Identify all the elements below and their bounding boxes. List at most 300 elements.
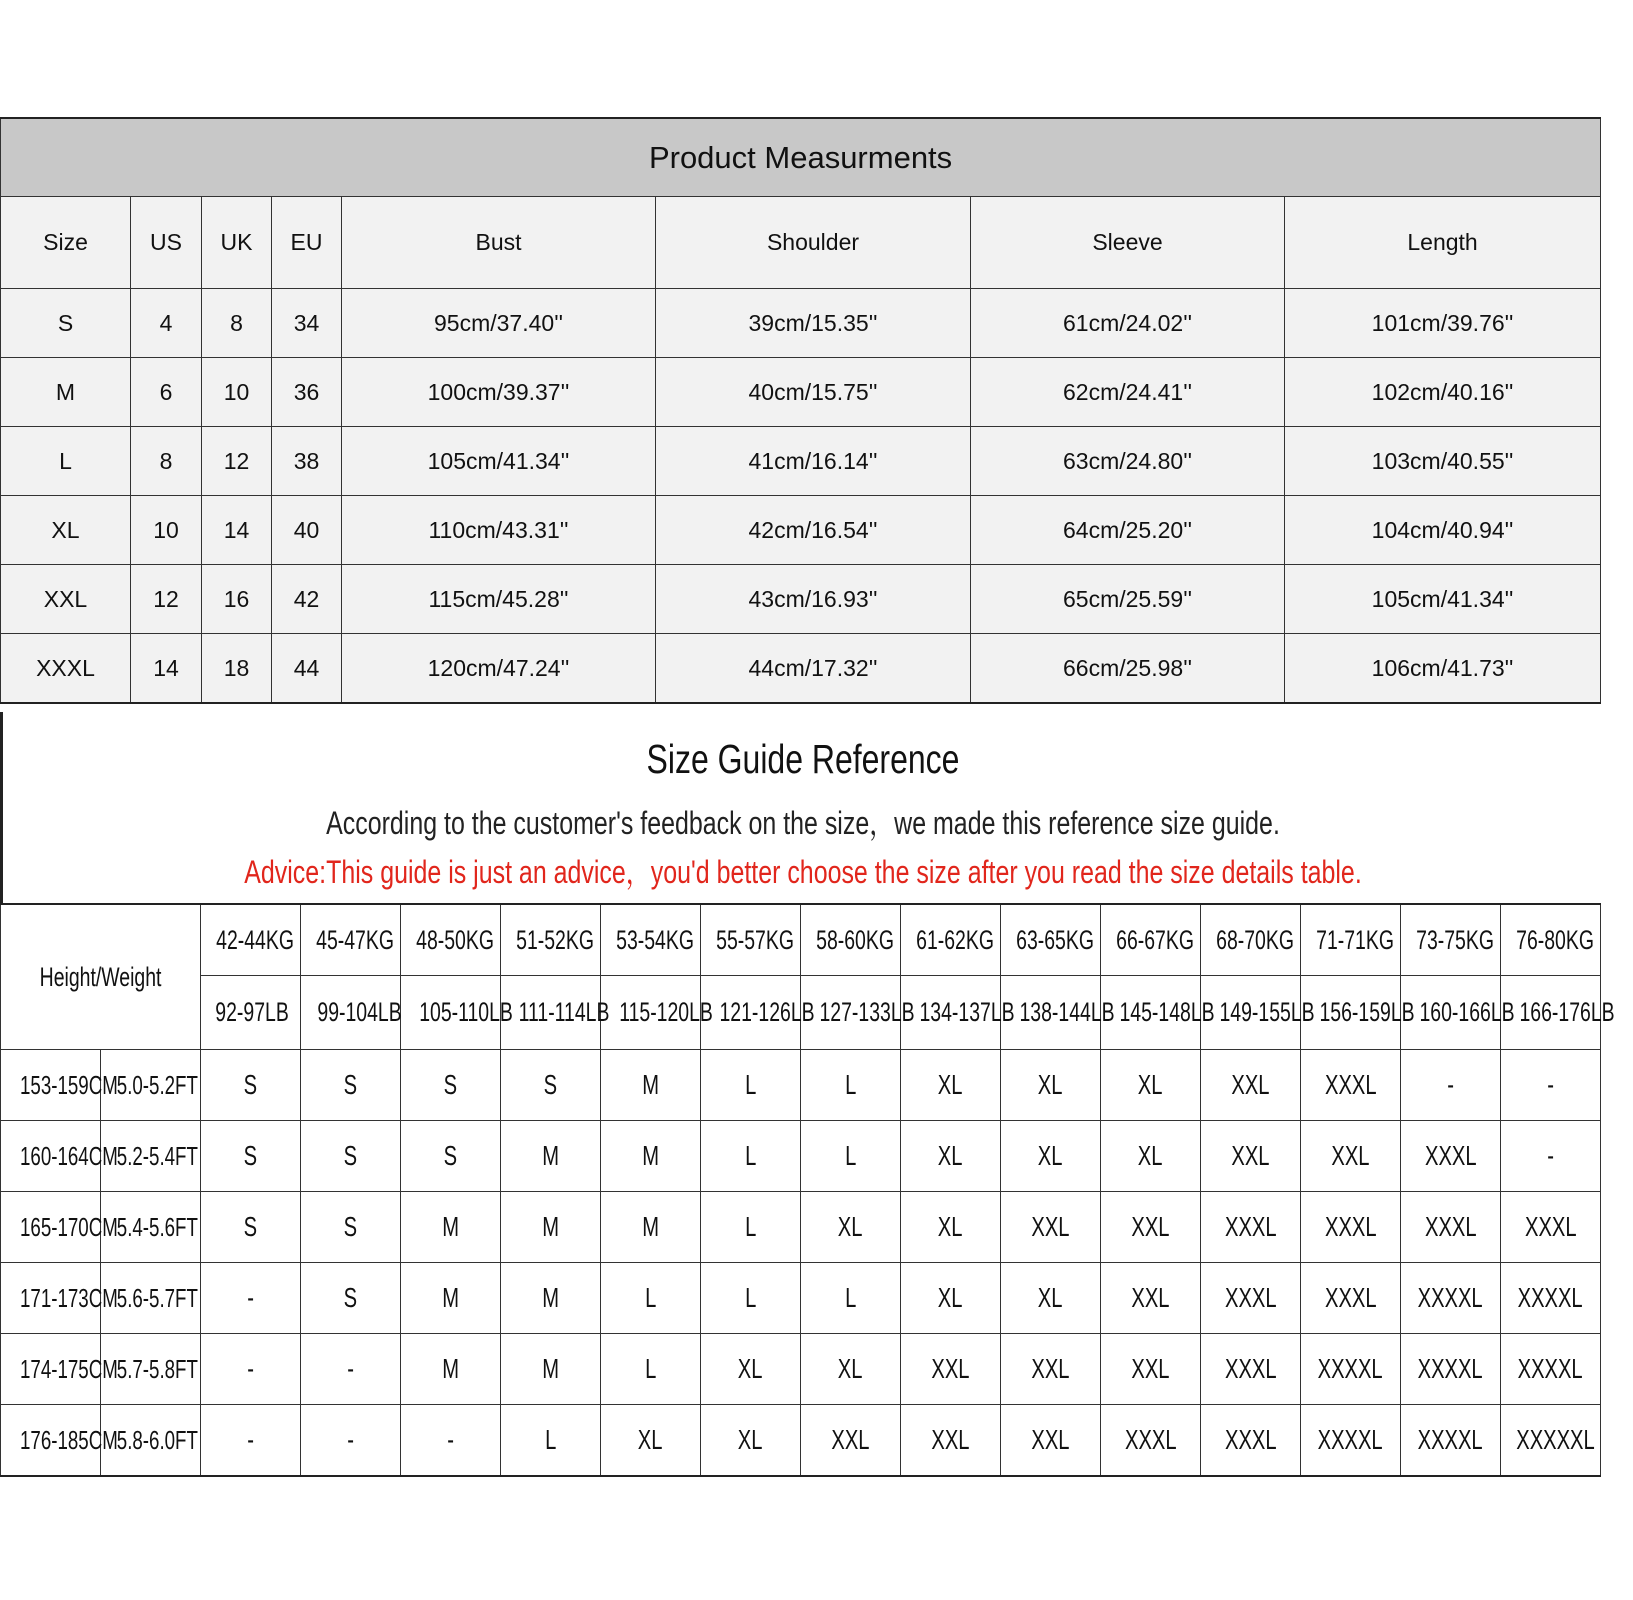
weight-kg-label: 42-44KG bbox=[216, 924, 294, 955]
measurement-cell: 101cm/39.76'' bbox=[1285, 289, 1601, 358]
recommended-size-cell bbox=[1101, 1263, 1201, 1334]
recommended-size-cell bbox=[201, 1050, 301, 1121]
recommended-size-cell bbox=[501, 1334, 601, 1405]
weight-lb-label: 134-137LB bbox=[919, 997, 1015, 1027]
weight-kg-label: 48-50KG bbox=[416, 924, 494, 955]
weight-kg-label: 53-54KG bbox=[616, 924, 694, 955]
measurement-cell: 104cm/40.94'' bbox=[1285, 496, 1601, 565]
weight-kg-label: 71-71KG bbox=[1316, 924, 1394, 955]
recommended-size-cell bbox=[201, 1334, 301, 1405]
measurement-cell: 12 bbox=[202, 427, 272, 496]
recommended-size-cell-text: XL bbox=[838, 1353, 863, 1384]
height-ft-cell-text: 5.2-5.4FT bbox=[116, 1140, 198, 1171]
recommended-size-cell-text: XXL bbox=[1131, 1353, 1170, 1384]
recommended-size-cell bbox=[1301, 1405, 1401, 1477]
weight-kg-header bbox=[701, 904, 801, 976]
weight-lb-label: 138-144LB bbox=[1019, 997, 1115, 1027]
recommended-size-cell bbox=[1101, 1050, 1201, 1121]
weight-lb-label: 111-114LB bbox=[518, 997, 610, 1027]
measurement-row bbox=[1, 634, 1601, 704]
recommended-size-cell-text: S bbox=[443, 1140, 458, 1171]
recommended-size-cell-text: XL bbox=[738, 1353, 763, 1384]
recommended-size-cell-text: M bbox=[442, 1211, 459, 1242]
recommended-size-cell-text: XXXL bbox=[1324, 1069, 1377, 1100]
recommended-size-cell bbox=[601, 1263, 701, 1334]
size-guide-row bbox=[1, 1334, 1601, 1405]
recommended-size-cell-text: XXL bbox=[931, 1353, 970, 1384]
size-guide-title: Size Guide Reference bbox=[646, 736, 960, 782]
recommended-size-cell-text: XXXXL bbox=[1417, 1282, 1484, 1313]
recommended-size-cell bbox=[201, 1121, 301, 1192]
height-cm-cell-text: 171-173CM bbox=[20, 1282, 118, 1313]
weight-kg-header bbox=[1201, 904, 1301, 976]
measurement-cell: 42cm/16.54'' bbox=[656, 496, 971, 565]
weight-lb-header bbox=[201, 976, 301, 1050]
measurement-row bbox=[1, 565, 1601, 634]
recommended-size-cell-text: XL bbox=[1038, 1282, 1063, 1313]
recommended-size-cell bbox=[1001, 1192, 1101, 1263]
weight-lb-label: 156-159LB bbox=[1319, 997, 1415, 1027]
recommended-size-cell-text: M bbox=[642, 1140, 659, 1171]
height-ft-cell-text: 5.7-5.8FT bbox=[116, 1353, 198, 1384]
recommended-size-cell-text: XL bbox=[1138, 1069, 1163, 1100]
recommended-size-cell-text: XXL bbox=[1031, 1211, 1070, 1242]
weight-kg-header bbox=[901, 904, 1001, 976]
recommended-size-cell-text: XL bbox=[1038, 1069, 1063, 1100]
weight-kg-label: 55-57KG bbox=[716, 924, 794, 955]
height-cm-cell-text: 160-164CM bbox=[20, 1140, 118, 1171]
recommended-size-cell-text: XXXL bbox=[1324, 1211, 1377, 1242]
recommended-size-cell bbox=[1501, 1263, 1601, 1334]
recommended-size-cell bbox=[401, 1192, 501, 1263]
recommended-size-cell-text: S bbox=[243, 1140, 258, 1171]
weight-kg-header bbox=[601, 904, 701, 976]
recommended-size-cell-text: XXXL bbox=[1524, 1211, 1577, 1242]
measurement-cell: 105cm/41.34'' bbox=[342, 427, 656, 496]
measurement-cell: 36 bbox=[272, 358, 342, 427]
recommended-size-cell-text: - bbox=[1547, 1069, 1554, 1100]
recommended-size-cell-text: - bbox=[347, 1424, 354, 1455]
weight-kg-label: 51-52KG bbox=[516, 924, 594, 955]
recommended-size-cell-text: XXL bbox=[1231, 1069, 1270, 1100]
recommended-size-cell bbox=[301, 1334, 401, 1405]
weight-lb-header bbox=[1201, 976, 1315, 1050]
recommended-size-cell bbox=[1001, 1405, 1101, 1477]
weight-kg-label: 66-67KG bbox=[1116, 924, 1194, 955]
weight-kg-header bbox=[401, 904, 501, 976]
recommended-size-cell bbox=[1401, 1050, 1501, 1121]
recommended-size-cell-text: XL bbox=[938, 1140, 963, 1171]
size-guide-row bbox=[1, 1263, 1601, 1334]
recommended-size-cell-text: XXXL bbox=[1124, 1424, 1177, 1455]
size-guide-row bbox=[1, 1192, 1601, 1263]
recommended-size-cell bbox=[401, 1121, 501, 1192]
recommended-size-cell bbox=[501, 1405, 601, 1477]
recommended-size-cell bbox=[601, 1192, 701, 1263]
recommended-size-cell bbox=[1201, 1050, 1301, 1121]
measurement-cell: 38 bbox=[272, 427, 342, 496]
height-cm-cell-text: 153-159CM bbox=[20, 1069, 118, 1100]
recommended-size-cell bbox=[1301, 1192, 1401, 1263]
recommended-size-cell-text: L bbox=[744, 1282, 757, 1313]
recommended-size-cell-text: XXL bbox=[1231, 1140, 1270, 1171]
measurement-cell: 103cm/40.55'' bbox=[1285, 427, 1601, 496]
recommended-size-cell bbox=[1201, 1121, 1301, 1192]
weight-kg-label: 61-62KG bbox=[916, 924, 994, 955]
height-weight-corner bbox=[1, 904, 201, 1050]
recommended-size-cell-text: S bbox=[243, 1211, 258, 1242]
recommended-size-cell-text: XL bbox=[938, 1069, 963, 1100]
measurement-row bbox=[1, 427, 1601, 496]
measurement-cell: 4 bbox=[131, 289, 202, 358]
recommended-size-cell bbox=[601, 1405, 701, 1477]
weight-lb-label: 166-176LB bbox=[1519, 997, 1615, 1027]
measurement-cell: 41cm/16.14'' bbox=[656, 427, 971, 496]
weight-kg-header bbox=[201, 904, 301, 976]
recommended-size-cell bbox=[1401, 1121, 1501, 1192]
recommended-size-cell bbox=[1501, 1192, 1601, 1263]
weight-lb-label: 121-126LB bbox=[719, 997, 815, 1027]
measurements-title: Product Measurments bbox=[1, 118, 1601, 197]
height-cm-cell bbox=[1, 1405, 118, 1477]
recommended-size-cell-text: XL bbox=[738, 1424, 763, 1455]
measurement-cell: XL bbox=[1, 496, 131, 565]
recommended-size-cell bbox=[1101, 1334, 1201, 1405]
recommended-size-cell-text: XXL bbox=[831, 1424, 870, 1455]
recommended-size-cell-text: XXL bbox=[1131, 1211, 1170, 1242]
recommended-size-cell bbox=[501, 1263, 601, 1334]
weight-lb-label: 145-148LB bbox=[1119, 997, 1215, 1027]
recommended-size-cell-text: M bbox=[642, 1069, 659, 1100]
measurement-cell: 14 bbox=[131, 634, 202, 704]
measurement-cell: 18 bbox=[202, 634, 272, 704]
height-cm-cell bbox=[1, 1050, 118, 1121]
recommended-size-cell bbox=[301, 1263, 401, 1334]
height-weight-size-table bbox=[0, 903, 1615, 1477]
weight-lb-header bbox=[1301, 976, 1415, 1050]
recommended-size-cell-text: XXXL bbox=[1224, 1353, 1277, 1384]
recommended-size-cell bbox=[501, 1121, 601, 1192]
weight-lb-label: 115-120LB bbox=[619, 997, 713, 1027]
weight-lb-label: 160-166LB bbox=[1419, 997, 1515, 1027]
weight-lb-header bbox=[301, 976, 401, 1050]
measurement-cell: 39cm/15.35'' bbox=[656, 289, 971, 358]
recommended-size-cell-text: XXL bbox=[1031, 1353, 1070, 1384]
header-sleeve: Sleeve bbox=[971, 197, 1285, 289]
recommended-size-cell bbox=[301, 1050, 401, 1121]
recommended-size-cell-text: XXXXL bbox=[1517, 1353, 1584, 1384]
height-cm-cell bbox=[1, 1121, 118, 1192]
recommended-size-cell bbox=[1401, 1405, 1501, 1477]
measurement-cell: 106cm/41.73'' bbox=[1285, 634, 1601, 704]
weight-kg-label: 45-47KG bbox=[316, 924, 394, 955]
recommended-size-cell bbox=[1501, 1334, 1601, 1405]
recommended-size-cell-text: - bbox=[447, 1424, 454, 1455]
measurement-row bbox=[1, 289, 1601, 358]
recommended-size-cell bbox=[201, 1263, 301, 1334]
measurement-cell: 100cm/39.37'' bbox=[342, 358, 656, 427]
recommended-size-cell bbox=[701, 1192, 801, 1263]
measurement-cell: M bbox=[1, 358, 131, 427]
weight-kg-label: 58-60KG bbox=[816, 924, 894, 955]
measurement-cell: S bbox=[1, 289, 131, 358]
recommended-size-cell bbox=[701, 1405, 801, 1477]
recommended-size-cell bbox=[1401, 1334, 1501, 1405]
recommended-size-cell-text: M bbox=[642, 1211, 659, 1242]
recommended-size-cell-text: - bbox=[247, 1353, 254, 1384]
product-measurements-table bbox=[0, 117, 1601, 704]
weight-lb-header bbox=[1401, 976, 1515, 1050]
weight-lb-header bbox=[601, 976, 713, 1050]
recommended-size-cell bbox=[1001, 1263, 1101, 1334]
recommended-size-cell-text: L bbox=[744, 1211, 757, 1242]
measurement-cell: 10 bbox=[202, 358, 272, 427]
recommended-size-cell bbox=[801, 1334, 901, 1405]
measurement-cell: 105cm/41.34'' bbox=[1285, 565, 1601, 634]
weight-lb-header bbox=[401, 976, 513, 1050]
recommended-size-cell bbox=[701, 1263, 801, 1334]
recommended-size-cell bbox=[1301, 1263, 1401, 1334]
recommended-size-cell-text: XL bbox=[938, 1211, 963, 1242]
recommended-size-cell bbox=[1301, 1050, 1401, 1121]
weight-kg-header bbox=[1001, 904, 1101, 976]
recommended-size-cell-text: L bbox=[844, 1069, 857, 1100]
recommended-size-cell-text: XXXXXL bbox=[1516, 1424, 1595, 1455]
recommended-size-cell-text: - bbox=[247, 1282, 254, 1313]
recommended-size-cell bbox=[901, 1121, 1001, 1192]
recommended-size-cell bbox=[1001, 1334, 1101, 1405]
recommended-size-cell bbox=[701, 1050, 801, 1121]
recommended-size-cell bbox=[501, 1050, 601, 1121]
weight-lb-header bbox=[1101, 976, 1215, 1050]
recommended-size-cell-text: L bbox=[844, 1282, 857, 1313]
measurement-cell: 14 bbox=[202, 496, 272, 565]
weight-kg-header bbox=[501, 904, 601, 976]
recommended-size-cell-text: XL bbox=[638, 1424, 663, 1455]
recommended-size-cell-text: XXXL bbox=[1424, 1140, 1477, 1171]
weight-lb-header bbox=[1501, 976, 1615, 1050]
recommended-size-cell bbox=[1301, 1334, 1401, 1405]
measurement-cell: 120cm/47.24'' bbox=[342, 634, 656, 704]
measurement-cell: 16 bbox=[202, 565, 272, 634]
recommended-size-cell bbox=[401, 1334, 501, 1405]
height-cm-cell-text: 174-175CM bbox=[20, 1353, 118, 1384]
size-guide-description: According to the customer's feedback on the size，we made this reference size guide. bbox=[326, 805, 1280, 841]
measurement-cell: 61cm/24.02'' bbox=[971, 289, 1285, 358]
recommended-size-cell bbox=[401, 1405, 501, 1477]
recommended-size-cell bbox=[301, 1121, 401, 1192]
recommended-size-cell bbox=[201, 1405, 301, 1477]
size-guide-body bbox=[1, 1050, 1601, 1477]
weight-lb-header bbox=[701, 976, 815, 1050]
recommended-size-cell bbox=[901, 1192, 1001, 1263]
height-weight-label: Height/Weight bbox=[39, 961, 162, 992]
recommended-size-cell bbox=[1101, 1121, 1201, 1192]
recommended-size-cell bbox=[601, 1334, 701, 1405]
recommended-size-cell-text: XXXXL bbox=[1517, 1282, 1584, 1313]
recommended-size-cell-text: - bbox=[347, 1353, 354, 1384]
header-bust: Bust bbox=[342, 197, 656, 289]
recommended-size-cell bbox=[501, 1192, 601, 1263]
recommended-size-cell-text: M bbox=[442, 1282, 459, 1313]
recommended-size-cell bbox=[901, 1334, 1001, 1405]
weight-kg-header bbox=[1401, 904, 1501, 976]
measurement-cell: 63cm/24.80'' bbox=[971, 427, 1285, 496]
recommended-size-cell-text: XXL bbox=[1331, 1140, 1370, 1171]
measurement-cell: 12 bbox=[131, 565, 202, 634]
recommended-size-cell-text: S bbox=[343, 1069, 358, 1100]
weight-lb-label: 105-110LB bbox=[419, 997, 513, 1027]
height-cm-cell bbox=[1, 1263, 118, 1334]
measurement-cell: 8 bbox=[131, 427, 202, 496]
measurement-cell: XXL bbox=[1, 565, 131, 634]
measurement-cell: 44cm/17.32'' bbox=[656, 634, 971, 704]
recommended-size-cell bbox=[901, 1050, 1001, 1121]
recommended-size-cell-text: XXXL bbox=[1224, 1282, 1277, 1313]
recommended-size-cell-text: - bbox=[247, 1424, 254, 1455]
recommended-size-cell bbox=[401, 1050, 501, 1121]
recommended-size-cell-text: M bbox=[542, 1282, 559, 1313]
weight-kg-label: 76-80KG bbox=[1516, 924, 1594, 955]
recommended-size-cell bbox=[601, 1050, 701, 1121]
recommended-size-cell-text: XL bbox=[1038, 1140, 1063, 1171]
recommended-size-cell-text: XXXXL bbox=[1317, 1353, 1384, 1384]
recommended-size-cell-text: L bbox=[744, 1069, 757, 1100]
recommended-size-cell bbox=[1201, 1263, 1301, 1334]
header-size: Size bbox=[1, 197, 131, 289]
weight-lb-label: 99-104LB bbox=[317, 997, 402, 1027]
weight-kg-label: 68-70KG bbox=[1216, 924, 1294, 955]
measurement-cell: 66cm/25.98'' bbox=[971, 634, 1285, 704]
weight-lb-label: 149-155LB bbox=[1219, 997, 1315, 1027]
recommended-size-cell bbox=[901, 1405, 1001, 1477]
recommended-size-cell-text: M bbox=[442, 1353, 459, 1384]
recommended-size-cell bbox=[601, 1121, 701, 1192]
recommended-size-cell-text: XXXXL bbox=[1317, 1424, 1384, 1455]
recommended-size-cell bbox=[1201, 1334, 1301, 1405]
weight-kg-header bbox=[801, 904, 901, 976]
recommended-size-cell-text: S bbox=[343, 1140, 358, 1171]
recommended-size-cell bbox=[401, 1263, 501, 1334]
height-cm-cell bbox=[1, 1334, 118, 1405]
weight-kg-header bbox=[1101, 904, 1201, 976]
recommended-size-cell-text: XXXL bbox=[1324, 1282, 1377, 1313]
recommended-size-cell bbox=[801, 1405, 901, 1477]
measurement-cell: 40 bbox=[272, 496, 342, 565]
header-uk: UK bbox=[202, 197, 272, 289]
measurement-cell: 65cm/25.59'' bbox=[971, 565, 1285, 634]
recommended-size-cell-text: L bbox=[744, 1140, 757, 1171]
recommended-size-cell bbox=[901, 1263, 1001, 1334]
recommended-size-cell bbox=[1101, 1405, 1201, 1477]
recommended-size-cell-text: L bbox=[844, 1140, 857, 1171]
recommended-size-cell bbox=[1401, 1192, 1501, 1263]
recommended-size-cell bbox=[1201, 1192, 1301, 1263]
recommended-size-cell-text: XL bbox=[838, 1211, 863, 1242]
recommended-size-cell bbox=[1401, 1263, 1501, 1334]
measurement-cell: 110cm/43.31'' bbox=[342, 496, 656, 565]
recommended-size-cell-text: XXL bbox=[931, 1424, 970, 1455]
recommended-size-cell bbox=[701, 1334, 801, 1405]
measurement-cell: 40cm/15.75'' bbox=[656, 358, 971, 427]
recommended-size-cell-text: XL bbox=[938, 1282, 963, 1313]
weight-kg-label: 73-75KG bbox=[1416, 924, 1494, 955]
measurement-row bbox=[1, 358, 1601, 427]
recommended-size-cell bbox=[1501, 1121, 1601, 1192]
weight-lb-header bbox=[801, 976, 915, 1050]
measurement-cell: 42 bbox=[272, 565, 342, 634]
measurement-cell: 102cm/40.16'' bbox=[1285, 358, 1601, 427]
size-guide-row bbox=[1, 1405, 1601, 1477]
recommended-size-cell-text: S bbox=[243, 1069, 258, 1100]
recommended-size-cell-text: XXXXL bbox=[1417, 1353, 1484, 1384]
size-guide-row bbox=[1, 1050, 1601, 1121]
recommended-size-cell bbox=[1301, 1121, 1401, 1192]
weight-lb-header bbox=[901, 976, 1015, 1050]
height-ft-cell-text: 5.6-5.7FT bbox=[116, 1282, 198, 1313]
recommended-size-cell-text: - bbox=[1547, 1140, 1554, 1171]
recommended-size-cell bbox=[301, 1192, 401, 1263]
weight-lb-header bbox=[1001, 976, 1115, 1050]
recommended-size-cell bbox=[1201, 1405, 1301, 1477]
weight-kg-header bbox=[1301, 904, 1401, 976]
measurement-cell: 34 bbox=[272, 289, 342, 358]
recommended-size-cell bbox=[1501, 1050, 1601, 1121]
recommended-size-cell-text: XXXXL bbox=[1417, 1424, 1484, 1455]
recommended-size-cell-text: XXL bbox=[1131, 1282, 1170, 1313]
recommended-size-cell-text: XXXL bbox=[1424, 1211, 1477, 1242]
weight-kg-label: 63-65KG bbox=[1016, 924, 1094, 955]
measurement-cell: 115cm/45.28'' bbox=[342, 565, 656, 634]
header-length: Length bbox=[1285, 197, 1601, 289]
height-cm-cell-text: 176-185CM bbox=[20, 1424, 118, 1455]
weight-lb-header bbox=[501, 976, 610, 1050]
measurement-cell: 6 bbox=[131, 358, 202, 427]
height-ft-cell-text: 5.4-5.6FT bbox=[116, 1211, 198, 1242]
header-eu: EU bbox=[272, 197, 342, 289]
recommended-size-cell-text: S bbox=[443, 1069, 458, 1100]
weight-lb-label: 92-97LB bbox=[215, 997, 289, 1027]
recommended-size-cell-text: M bbox=[542, 1353, 559, 1384]
size-guide-advice: Advice:This guide is just an advice，you'd better choose the size after you read the size details table. bbox=[244, 854, 1362, 890]
measurement-cell: 8 bbox=[202, 289, 272, 358]
recommended-size-cell-text: L bbox=[544, 1424, 557, 1455]
measurement-cell: XXXL bbox=[1, 634, 131, 704]
height-ft-cell-text: 5.8-6.0FT bbox=[116, 1424, 198, 1455]
recommended-size-cell bbox=[1001, 1050, 1101, 1121]
header-shoulder: Shoulder bbox=[656, 197, 971, 289]
recommended-size-cell bbox=[801, 1050, 901, 1121]
recommended-size-cell-text: XL bbox=[1138, 1140, 1163, 1171]
recommended-size-cell bbox=[801, 1192, 901, 1263]
measurement-row bbox=[1, 496, 1601, 565]
weight-kg-header bbox=[1501, 904, 1601, 976]
measurement-cell: 62cm/24.41'' bbox=[971, 358, 1285, 427]
recommended-size-cell bbox=[801, 1121, 901, 1192]
recommended-size-cell bbox=[301, 1405, 401, 1477]
height-ft-cell-text: 5.0-5.2FT bbox=[116, 1069, 198, 1100]
size-guide-row bbox=[1, 1121, 1601, 1192]
measurement-cell: 64cm/25.20'' bbox=[971, 496, 1285, 565]
measurement-cell: 44 bbox=[272, 634, 342, 704]
recommended-size-cell bbox=[201, 1192, 301, 1263]
measurements-body bbox=[1, 289, 1601, 704]
height-cm-cell-text: 165-170CM bbox=[20, 1211, 118, 1242]
recommended-size-cell-text: XXXL bbox=[1224, 1211, 1277, 1242]
recommended-size-cell-text: S bbox=[543, 1069, 558, 1100]
recommended-size-cell-text: L bbox=[644, 1353, 657, 1384]
recommended-size-cell-text: M bbox=[542, 1140, 559, 1171]
